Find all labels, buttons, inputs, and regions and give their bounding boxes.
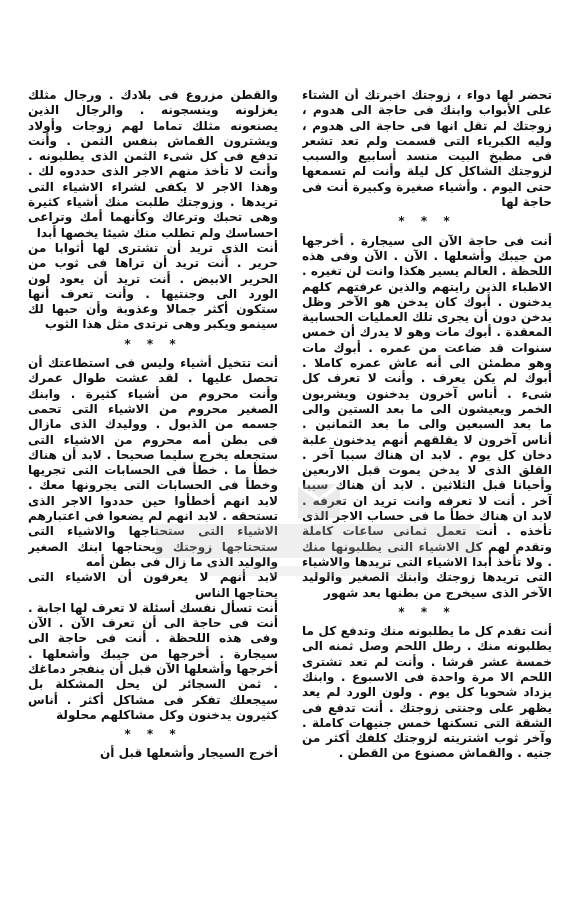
paragraph: أنت تتخيل أشياء وليس فى استطاعتك أن تحصل عليها . لقد عشت طوال عمرك وأنت محروم من أشياء كثيرة . وابنك الصغير محروم من الاشياء التى تحمى جسمه من الذبول . ووليدك الذى مازال فى بطن أمه محروم من الاشياء التى ستجعله يخرج سليما صحيحا . لابد أن هناك خطأ ما . خطأ فى الحسابات التى تجريها وخطأ فى الحسابات التى يجرونها معك . لابد انهم أخطأوا حين حددوا الاجر الذى تستحقه . لابد انهم لم يضعوا فى اعتبارهم الاشياء التى ستحتاجها والاشياء التى ستحتاجها زوجتك ويحتاجها ابنك الصغير والوليد الذى ما زال فى بطن أمه bbox=[28, 356, 278, 569]
paragraph: تحضر لها دواء ، زوجتك اخبرتك أن الشتاء على الأبواب وابنك فى حاجة الى هدوم ، زوجتك لم تقل انها فى حاجة الى هدوم ، وليه الكبرياء التى قسمت ولم تعد تشعر فى مطبخ البيت منسد أسابيع والسبب لزوجتك الشاكل كل ليلة وأنت لم تسمعها حتى اليوم . وأشياء صغيرة وكبيرة أنت فى حاجة لها bbox=[302, 88, 552, 210]
paragraph: أخرج السيجار وأشعلها قبل أن bbox=[99, 746, 278, 761]
paragraph: لابد أنهم لا يعرفون أن الاشياء التى يحتاجها الناس bbox=[28, 570, 278, 600]
section-separator: * * * bbox=[124, 727, 182, 742]
paragraph: أنت فى حاجة الآن الى سيجارة . أخرجها من جيبك وأشعلها . الآن . الآن وفى هذه اللحظة . العالم يسير هكذا وانت لن تغيره . الاطباء الذين رايتهم والذين عرفتهم كلهم يدخنون . أبوك كان يدخن هو الآخر وظل يدخن دون أن يجرى تلك العمليات الحسابية المعقدة . أبوك مات وهو لا يدرك أن خمس سنوات قد ضاعت من عمره . أبوك مات وهو مطمئن الى أنه عاش عمره كاملا . أبوك لم يكن يعرف . وأنت لا تعرف كل شىء . أناس آخرون يدخنون ويشربون الخمر ويعيشون الى ما بعد الستين والى ما بعد السبعين والى ما بعد الثمانين . أناس آخرون لا يقلقهم أنهم يدخنون علبة دخان كل يوم . لابد ان هناك سببا آخر . القلق الذى لا يدخن يموت قبل الاربعين وأحيانا قبل الثلاثين . لابد أن هناك سببا آخر . أنت لا تعرفه وانت تريد ان تعرفه . لابد ان هناك خطأ ما فى حساب الاجر الذى تأخذه . أنت تعمل ثمانى ساعات كاملة وتقدم لهم كل الاشياء التى يطلبونها منك . ولا تأخذ أبدا الاشياء التى تريدها والاشياء التى تريدها زوجتك وابنك الصغير والوليد الآخر الذى سيخرج من بطنها بعد شهور bbox=[302, 233, 552, 600]
left-column bbox=[28, 88, 278, 858]
paragraph: أنت الذى تريد أن تشترى لها أثوابا من حرير . أنت تريد أن تراها فى ثوب من الحرير الابيض . أنت تريد أن يعود لون الورد الى وجنتيها . وأنت تعرف أنها ستكون أكثر جمالا وعذوبة وأن حبها لك سينمو ويكبر وهى ترتدى مثل هذا الثوب bbox=[28, 240, 278, 332]
paragraph: والقطن مزروع فى بلادك . ورجال مثلك يغزلونه وينسجونه . والرجال الذين يصنعونه مثلك تماما لهم زوجات وأولاد ويشترون القماش بنفس الثمن . وأنت تدفع فى كل شىء الثمن الذى يطلبونه . وأنت لا تأخذ منهم الاجر الذى حددوه لك . وهذا الاجر لا يكفى لشراء الاشياء التى تريدها . وزوجتك طلبت منك أشياء كثيرة وهى تحبك وترعاك وكأنهما أمك وتراعى احساسك ولم تطلب منك شيئا يخصها أبدا bbox=[28, 88, 278, 240]
section-separator: * * * bbox=[124, 336, 182, 351]
section-separator: * * * bbox=[398, 604, 456, 619]
paragraph: أنت تقدم كل ما يطلبونه منك وتدفع كل ما يطلبونه منك . رطل اللحم وصل ثمنه الى خمسة عشر قرشا . وأنت لم تعد تشترى اللحم الا مرة واحدة فى الاسبوع . وابنك يزداد شحوبا كل يوم . ولون الورد لم يعد يظهر على وجنتى زوجتك . أنت تدفع فى الشقة التى تسكنها خمس جنيهات كاملة . وآخر ثوب اشتريته لزوجتك كلفك أكثر من جنيه . والقماش مصنوع من القطن . bbox=[302, 624, 552, 761]
section-separator: * * * bbox=[398, 214, 456, 229]
paragraph: أنت تسأل نفسك أسئلة لا تعرف لها اجابة . أنت فى حاجة الى أن تعرف الآن . الآن وفى هذه اللحظة . أنت فى حاجة الى سيجارة . أخرجها من جيبك وأشعلها . أخرجها وأشعلها الآن قبل أن ينفجر دماغك . ثمن السجائر لن يحل المشكلة بل سيجعلك تفكر فى مشاكل أكثر . أناس كثيرون يدخنون وكل مشاكلهم محلولة bbox=[28, 600, 278, 722]
right-column bbox=[302, 88, 552, 858]
document-page bbox=[28, 88, 552, 858]
